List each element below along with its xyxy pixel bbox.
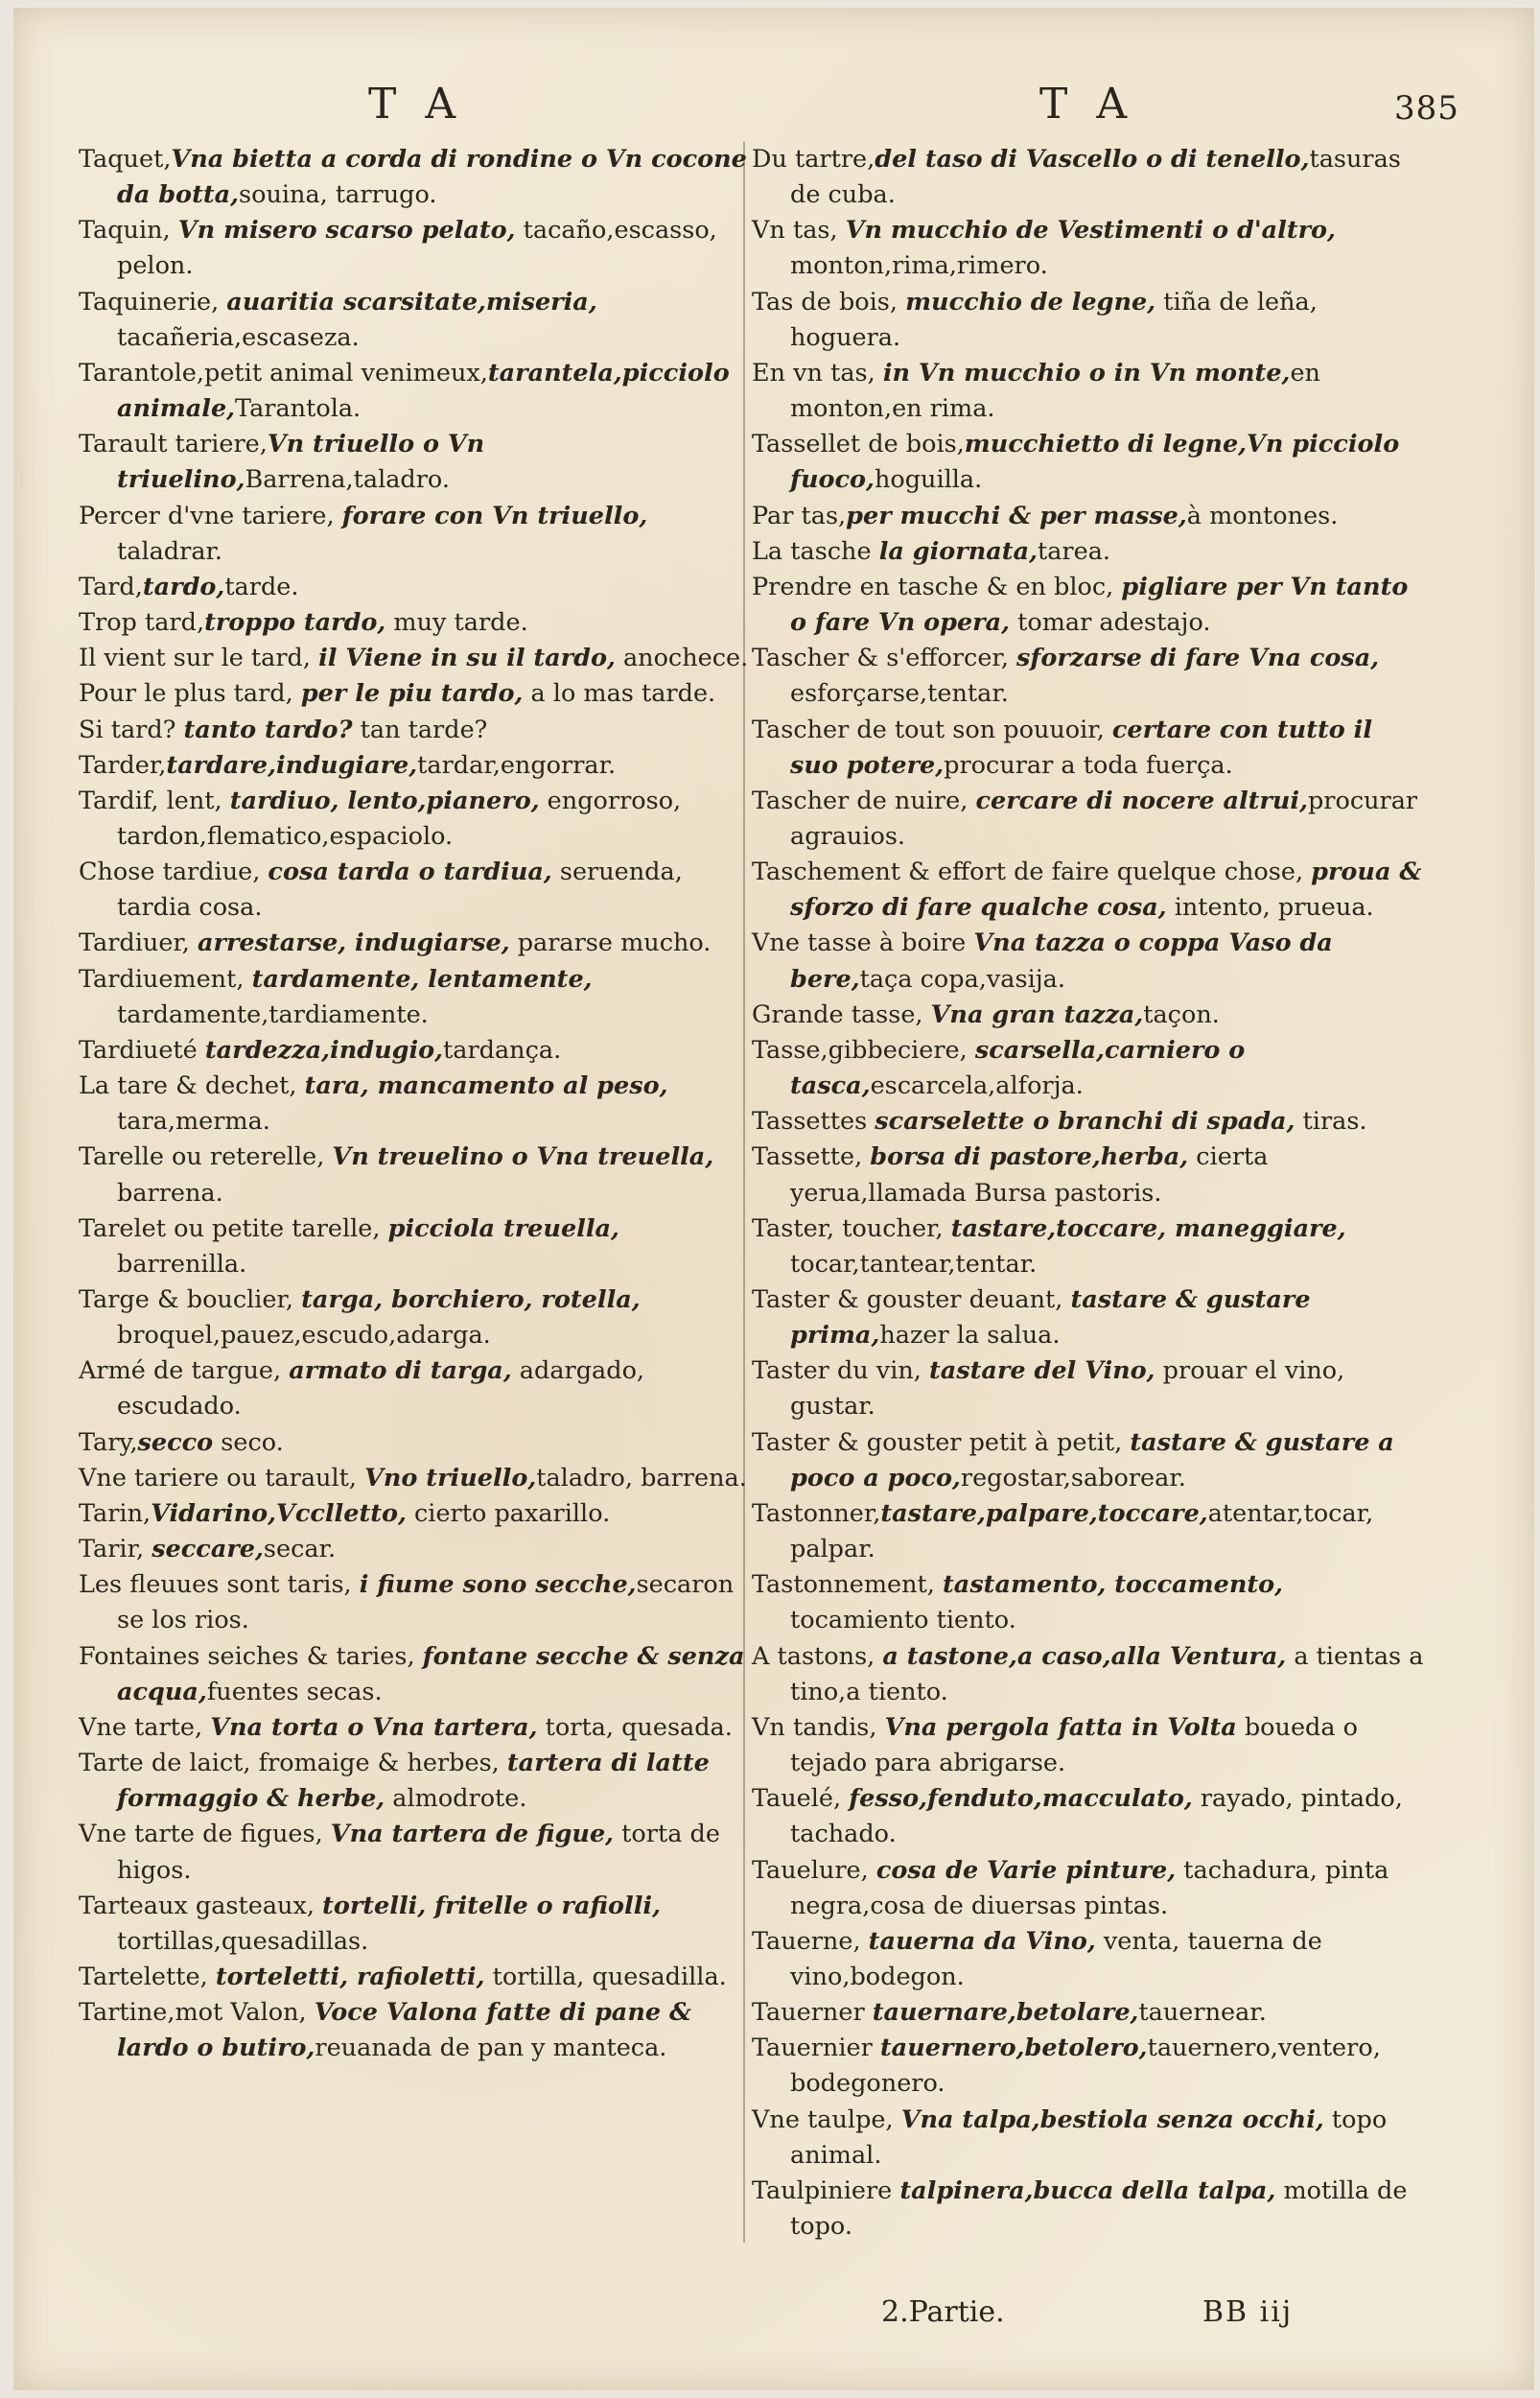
- header-left: T A: [368, 80, 464, 129]
- italian-translation: tartera di latte formaggio & herbe,: [117, 1749, 710, 1814]
- spanish-translation: taladro, barrena.: [536, 1463, 747, 1493]
- dictionary-entry: [752, 1853, 1428, 1924]
- french-term: Tartine,mot Valon,: [79, 1998, 315, 2028]
- french-term: Tassette,: [752, 1142, 871, 1172]
- dictionary-entry: [752, 570, 1428, 641]
- spanish-translation: tacaño,escasso, pelon.: [117, 216, 717, 281]
- french-term: Tardiuement,: [79, 964, 252, 994]
- italian-translation: Vna tartera de figue,: [330, 1820, 615, 1849]
- french-term: Vne taulpe,: [752, 2104, 901, 2134]
- spanish-translation: tardança.: [443, 1035, 562, 1065]
- spanish-translation: tarea.: [1037, 536, 1111, 566]
- italian-translation: fontane secche & senza acqua,: [117, 1641, 745, 1706]
- dictionary-entry: [752, 2174, 1428, 2245]
- italian-translation: per le piu tardo,: [300, 679, 524, 709]
- dictionary-entry: [79, 356, 755, 427]
- french-term: Si tard?: [79, 715, 184, 744]
- spanish-translation: esforçarse,tentar.: [790, 679, 1009, 709]
- dictionary-entry: [752, 1496, 1428, 1567]
- italian-translation: Vna torta o Vna tartera,: [210, 1712, 538, 1742]
- french-term: Tasse,gibbeciere,: [752, 1035, 975, 1065]
- french-term: Tarteaux gasteaux,: [79, 1891, 323, 1920]
- dictionary-entry: [79, 1817, 755, 1888]
- italian-translation: Voce Valona fatte di pane & lardo o butiro,: [117, 1998, 691, 2063]
- dictionary-entry: [752, 784, 1428, 855]
- french-term: Tarelle ou reterelle,: [79, 1142, 333, 1172]
- french-term: Tastonner,: [752, 1498, 881, 1528]
- italian-translation: tarantela,picciolo animale,: [117, 358, 730, 424]
- french-term: Vne tarte de figues,: [79, 1820, 331, 1849]
- spanish-translation: Tarantola.: [235, 394, 362, 424]
- dictionary-entry: [79, 962, 755, 1033]
- italian-translation: tardare,indugiare,: [166, 750, 418, 780]
- italian-translation: tastare,toccare, maneggiare,: [950, 1213, 1346, 1243]
- italian-translation: targa, borchiero, rotella,: [301, 1285, 641, 1314]
- italian-translation: Vn triuello o Vn triuelino,: [117, 430, 485, 495]
- dictionary-entry: [752, 1211, 1428, 1282]
- italian-translation: forare con Vn triuello,: [341, 501, 648, 530]
- italian-translation: i fiume sono secche,: [359, 1570, 637, 1600]
- dictionary-entry: [79, 285, 755, 356]
- dictionary-entry: [752, 1282, 1428, 1353]
- dictionary-entry: [79, 784, 755, 855]
- dictionary-entry: [79, 427, 755, 498]
- french-term: Tauerne,: [752, 1926, 869, 1956]
- spanish-translation: tocamiento tiento.: [790, 1606, 1016, 1635]
- italian-translation: tauernero,betolero,: [879, 2034, 1148, 2063]
- french-term: Tassellet de bois,: [752, 430, 965, 459]
- dictionary-entry: [79, 1282, 755, 1353]
- footer-part: 2.Partie.: [881, 2295, 1005, 2329]
- spanish-translation: pararse mucho.: [509, 929, 712, 958]
- spanish-translation: souina, tarrugo.: [239, 180, 437, 210]
- french-term: Taulpiniere: [752, 2175, 900, 2205]
- french-term: Taster, toucher,: [752, 1213, 951, 1243]
- italian-translation: troppo tardo,: [204, 608, 386, 638]
- italian-translation: auaritia scarsitate,miseria,: [226, 287, 597, 317]
- dictionary-entry: [79, 1425, 755, 1461]
- spanish-translation: engorroso, tardon,flematico,espaciolo.: [117, 786, 682, 851]
- french-term: Tauernier: [752, 2034, 880, 2063]
- spanish-translation: a lo mas tarde.: [523, 679, 716, 709]
- french-term: Taquinerie,: [79, 287, 227, 317]
- italian-translation: seccare,: [152, 1535, 264, 1564]
- dictionary-entry: [79, 1995, 755, 2066]
- dictionary-entry: [752, 534, 1428, 570]
- spanish-translation: reuanada de pan y manteca.: [315, 2034, 667, 2063]
- dictionary-entry: [752, 926, 1428, 997]
- french-term: Vn tas,: [752, 216, 846, 246]
- french-term: La tare & dechet,: [79, 1071, 305, 1101]
- italian-translation: tara, mancamento al peso,: [304, 1071, 668, 1101]
- french-term: Tarder,: [79, 750, 167, 780]
- italian-translation: cercare di nocere altrui,: [975, 786, 1308, 815]
- dictionary-entry: [79, 499, 755, 570]
- dictionary-entry: [79, 1567, 755, 1638]
- dictionary-entry: [79, 1532, 755, 1567]
- spanish-translation: anochece.: [615, 644, 749, 673]
- italian-translation: tardiuo, lento,pianero,: [229, 786, 540, 815]
- dictionary-entry: [79, 1496, 755, 1532]
- dictionary-entry: [752, 1033, 1428, 1104]
- italian-translation: tastamento, toccamento,: [943, 1570, 1284, 1600]
- dictionary-entry: [79, 1710, 755, 1746]
- dictionary-entry: [752, 1425, 1428, 1496]
- french-term: Taster & gouster deuant,: [752, 1285, 1071, 1314]
- spanish-translation: fuentes secas.: [206, 1677, 383, 1706]
- dictionary-entry: [752, 1710, 1428, 1781]
- spanish-translation: en monton,en rima.: [790, 358, 1320, 424]
- spanish-translation: taça copa,vasija.: [859, 964, 1065, 994]
- dictionary-entry: [752, 427, 1428, 498]
- spanish-translation: tiña de leña, hoguera.: [790, 287, 1318, 352]
- italian-translation: Vna gran tazza,: [930, 999, 1144, 1029]
- italian-translation: pigliare per Vn tanto o fare Vn opera,: [790, 572, 1409, 638]
- italian-translation: tardezza,indugio,: [204, 1035, 444, 1065]
- french-term: Tauelé,: [752, 1784, 850, 1814]
- dictionary-entry: [752, 998, 1428, 1033]
- italian-translation: Vna tazza o coppa Vaso da bere,: [790, 929, 1333, 994]
- spanish-translation: hoguilla.: [874, 465, 983, 495]
- dictionary-entry: [752, 213, 1428, 284]
- italian-translation: tardo,: [142, 572, 225, 601]
- french-term: A tastons,: [752, 1641, 883, 1671]
- left-column: [79, 142, 755, 2066]
- spanish-translation: regostar,saborear.: [960, 1463, 1186, 1493]
- italian-translation: Vidarino,Vcclletto,: [151, 1498, 407, 1528]
- french-term: Grande tasse,: [752, 999, 931, 1029]
- spanish-translation: tardamente,tardiamente.: [117, 999, 429, 1029]
- spanish-translation: tarde.: [224, 572, 299, 601]
- dictionary-entry: [79, 1033, 755, 1069]
- spanish-translation: tasuras de cuba.: [790, 145, 1401, 210]
- french-term: Tascher de nuire,: [752, 786, 976, 815]
- french-term: Tardiueté: [79, 1035, 205, 1065]
- french-term: Chose tardiue,: [79, 858, 268, 887]
- french-term: Targe & bouclier,: [79, 1285, 302, 1314]
- dictionary-entry: [752, 2031, 1428, 2102]
- italian-translation: secco: [137, 1427, 214, 1457]
- spanish-translation: tortillas,quesadillas.: [117, 1926, 369, 1956]
- dictionary-entry: [79, 605, 755, 641]
- dictionary-entry: [752, 1995, 1428, 2031]
- french-term: Tastonnement,: [752, 1570, 944, 1600]
- dictionary-entry: [79, 748, 755, 784]
- italian-translation: armato di targa,: [289, 1356, 512, 1386]
- italian-translation: del taso di Vascello o di tenello,: [875, 145, 1310, 174]
- spanish-translation: taladrar.: [117, 536, 223, 566]
- french-term: Tardiuer,: [79, 929, 198, 958]
- dictionary-entry: [79, 1211, 755, 1282]
- dictionary-page: [13, 8, 1534, 2390]
- italian-translation: cosa de Varie pinture,: [875, 1855, 1177, 1885]
- french-term: Tascher & s'efforcer,: [752, 644, 1017, 673]
- dictionary-entry: [752, 1353, 1428, 1424]
- italian-translation: certare con tutto il suo potere,: [790, 715, 1373, 780]
- italian-translation: tanto tardo?: [183, 715, 353, 744]
- dictionary-entry: [79, 676, 755, 712]
- spanish-translation: seruenda, tardia cosa.: [117, 858, 683, 923]
- french-term: Les fleuues sont taris,: [79, 1570, 360, 1600]
- dictionary-entry: [752, 1140, 1428, 1211]
- dictionary-entry: [752, 1567, 1428, 1638]
- french-term: Taster du vin,: [752, 1356, 929, 1386]
- italian-translation: scarselette o branchi di spada,: [875, 1107, 1295, 1137]
- dictionary-entry: [752, 855, 1428, 926]
- dictionary-entry: [752, 1924, 1428, 1995]
- french-term: Percer d'vne tariere,: [79, 501, 342, 530]
- french-term: Taster & gouster petit à petit,: [752, 1427, 1131, 1457]
- spanish-translation: tardar,engorrar.: [417, 750, 617, 780]
- page-number: 385: [1394, 89, 1459, 128]
- spanish-translation: intento, prueua.: [1166, 893, 1374, 923]
- italian-translation: tastare del Vino,: [929, 1356, 1155, 1386]
- french-term: Par tas,: [752, 501, 847, 530]
- dictionary-entry: [79, 570, 755, 605]
- french-term: Il vient sur le tard,: [79, 644, 319, 673]
- signature-mark: BB iij: [1202, 2295, 1294, 2329]
- italian-translation: picciola treuella,: [387, 1213, 619, 1243]
- french-term: Tardif, lent,: [79, 786, 230, 815]
- french-term: Armé de targue,: [79, 1356, 290, 1386]
- italian-translation: Vn mucchio de Vestimenti o d'altro,: [845, 216, 1336, 246]
- french-term: Tartelette,: [79, 1962, 216, 1991]
- italian-translation: torteletti, rafioletti,: [215, 1962, 485, 1991]
- dictionary-entry: [79, 926, 755, 961]
- italian-translation: Vno triuello,: [364, 1463, 537, 1493]
- spanish-translation: secaron se los rios.: [117, 1570, 735, 1635]
- italian-translation: mucchio de legne,: [905, 287, 1156, 317]
- spanish-translation: procurar agrauios.: [790, 786, 1418, 851]
- dictionary-entry: [752, 285, 1428, 356]
- spanish-translation: secar.: [263, 1535, 337, 1564]
- dictionary-entry: [79, 1140, 755, 1211]
- dictionary-entry: [79, 1746, 755, 1817]
- italian-translation: la giornata,: [878, 536, 1038, 566]
- dictionary-entry: [79, 1639, 755, 1710]
- italian-translation: Vn treuelino o Vna treuella,: [332, 1142, 714, 1172]
- italian-translation: tastare & gustare prima,: [790, 1285, 1311, 1351]
- french-term: Prendre en tasche & en bloc,: [752, 572, 1122, 601]
- italian-translation: talpinera,bucca della talpa,: [899, 2175, 1276, 2205]
- italian-translation: tauerna da Vino,: [868, 1926, 1096, 1956]
- french-term: Tary,: [79, 1427, 138, 1457]
- spanish-translation: barrenilla.: [117, 1249, 247, 1279]
- dictionary-entry: [79, 142, 755, 213]
- spanish-translation: tauernero,ventero, bodegonero.: [790, 2034, 1381, 2099]
- dictionary-entry: [79, 713, 755, 748]
- french-term: Vne tariere ou tarault,: [79, 1463, 365, 1493]
- dictionary-entry: [79, 1889, 755, 1960]
- dictionary-entry: [752, 1639, 1428, 1710]
- spanish-translation: tan tarde?: [352, 715, 488, 744]
- italian-translation: fesso,fenduto,macculato,: [849, 1784, 1193, 1814]
- spanish-translation: tocar,tantear,tentar.: [790, 1249, 1038, 1279]
- italian-translation: tastare & gustare a poco a poco,: [790, 1427, 1394, 1493]
- french-term: Taquin,: [79, 216, 178, 246]
- french-term: Tarin,: [79, 1498, 152, 1528]
- french-term: En vn tas,: [752, 358, 883, 388]
- spanish-translation: broquel,pauez,escudo,adarga.: [117, 1321, 491, 1351]
- spanish-translation: almodrote.: [385, 1784, 527, 1814]
- spanish-translation: adargado, escudado.: [117, 1356, 645, 1422]
- italian-translation: tardamente, lentamente,: [251, 964, 593, 994]
- french-term: Tarantole,petit animal venimeux,: [79, 358, 488, 388]
- spanish-translation: cierta yerua,llamada Bursa pastoris.: [790, 1142, 1269, 1208]
- italian-translation: tortelli, fritelle o rafiolli,: [322, 1891, 661, 1920]
- spanish-translation: atentar,tocar, palpar.: [790, 1498, 1374, 1564]
- italian-translation: a tastone,a caso,alla Ventura,: [882, 1641, 1287, 1671]
- spanish-translation: monton,rima,rimero.: [790, 251, 1048, 281]
- french-term: Pour le plus tard,: [79, 679, 301, 709]
- spanish-translation: torta de higos.: [117, 1820, 720, 1885]
- french-term: Tarelet ou petite tarelle,: [79, 1213, 388, 1243]
- spanish-translation: tortilla, quesadilla.: [484, 1962, 727, 1991]
- spanish-translation: cierto paxarillo.: [406, 1498, 611, 1528]
- spanish-translation: torta, quesada.: [537, 1712, 733, 1742]
- french-term: Tauelure,: [752, 1855, 876, 1885]
- dictionary-entry: [79, 641, 755, 676]
- right-column: [752, 142, 1428, 2245]
- french-term: Tarte de laict, fromaige & herbes,: [79, 1749, 507, 1778]
- french-term: La tasche: [752, 536, 879, 566]
- spanish-translation: procurar a toda fuerça.: [944, 750, 1233, 780]
- italian-translation: tauernare,betolare,: [872, 1998, 1139, 2028]
- french-term: Vn tandis,: [752, 1712, 885, 1742]
- french-term: Tarault tariere,: [79, 430, 268, 459]
- dictionary-entry: [752, 142, 1428, 213]
- french-term: Tard,: [79, 572, 143, 601]
- dictionary-entry: [79, 1960, 755, 1995]
- column-rule: [743, 142, 745, 2243]
- dictionary-entry: [752, 356, 1428, 427]
- french-term: Trop tard,: [79, 608, 205, 638]
- dictionary-entry: [752, 2103, 1428, 2174]
- italian-translation: Vn misero scarso pelato,: [177, 216, 516, 246]
- dictionary-entry: [752, 641, 1428, 712]
- spanish-translation: tacañeria,escaseza.: [117, 322, 360, 352]
- italian-translation: tastare,palpare,toccare,: [880, 1498, 1208, 1528]
- italian-translation: borsa di pastore,herba,: [870, 1142, 1189, 1172]
- italian-translation: Vna pergola fatta in Volta: [884, 1712, 1237, 1742]
- french-term: Tascher de tout son pouuoir,: [752, 715, 1112, 744]
- french-term: Tarir,: [79, 1535, 152, 1564]
- italian-translation: Vna bietta a corda di rondine o Vn cocone da botta,: [117, 145, 747, 210]
- spanish-translation: hazer la salua.: [879, 1321, 1061, 1351]
- header-right: T A: [1039, 80, 1135, 129]
- dictionary-entry: [79, 1353, 755, 1424]
- french-term: Vne tarte,: [79, 1712, 211, 1742]
- italian-translation: Vna talpa,bestiola senza occhi,: [900, 2104, 1324, 2134]
- french-term: Tassettes: [752, 1107, 875, 1137]
- dictionary-entry: [752, 1781, 1428, 1852]
- french-term: Du tartre,: [752, 145, 875, 174]
- french-term: Vne tasse à boire: [752, 929, 974, 958]
- spanish-translation: tauernear.: [1138, 1998, 1267, 2028]
- spanish-translation: prouar el vino, gustar.: [790, 1356, 1345, 1422]
- spanish-translation: escarcela,alforja.: [870, 1071, 1084, 1101]
- spanish-translation: tachadura, pinta negra,cosa de diuersas pintas.: [790, 1855, 1389, 1920]
- spanish-translation: rayado, pintado, tachado.: [790, 1784, 1403, 1849]
- spanish-translation: topo animal.: [790, 2104, 1388, 2170]
- running-header: [13, 80, 1534, 137]
- italian-translation: scarsella,carniero o tasca,: [790, 1035, 1246, 1101]
- spanish-translation: à montones.: [1186, 501, 1339, 530]
- spanish-translation: Barrena,taladro.: [245, 465, 450, 495]
- spanish-translation: boueda o tejado para abrigarse.: [790, 1712, 1359, 1778]
- spanish-translation: tiras.: [1295, 1107, 1367, 1137]
- spanish-translation: seco.: [213, 1427, 284, 1457]
- spanish-translation: tara,merma.: [117, 1107, 270, 1137]
- french-term: Taschement & effort de faire quelque chose,: [752, 858, 1312, 887]
- italian-translation: sforzarse di fare Vna cosa,: [1016, 644, 1380, 673]
- spanish-translation: barrena.: [117, 1178, 223, 1208]
- italian-translation: cosa tarda o tardiua,: [268, 858, 552, 887]
- dictionary-entry: [79, 1069, 755, 1140]
- dictionary-entry: [79, 1461, 755, 1496]
- french-term: Tauerner: [752, 1998, 873, 2028]
- dictionary-entry: [752, 499, 1428, 534]
- spanish-translation: tomar adestajo.: [1010, 608, 1211, 638]
- spanish-translation: a tientas a tino,a tiento.: [790, 1641, 1424, 1706]
- dictionary-entry: [79, 855, 755, 926]
- italian-translation: arrestarse, indugiarse,: [198, 929, 510, 958]
- italian-translation: in Vn mucchio o in Vn monte,: [882, 358, 1291, 388]
- spanish-translation: muy tarde.: [385, 608, 528, 638]
- italian-translation: mucchietto di legne,Vn picciolo fuoco,: [790, 430, 1400, 495]
- spanish-translation: venta, tauerna de vino,bodegon.: [790, 1926, 1322, 1991]
- italian-translation: per mucchi & per masse,: [846, 501, 1187, 530]
- dictionary-entry: [752, 713, 1428, 784]
- french-term: Tas de bois,: [752, 287, 906, 317]
- italian-translation: il Viene in su il tardo,: [318, 644, 616, 673]
- italian-translation: proua & sforzo di fare qualche cosa,: [790, 858, 1422, 923]
- dictionary-entry: [752, 1104, 1428, 1140]
- french-term: Taquet,: [79, 145, 172, 174]
- dictionary-entry: [79, 213, 755, 284]
- spanish-translation: motilla de topo.: [790, 2175, 1408, 2242]
- spanish-translation: taçon.: [1143, 999, 1220, 1029]
- french-term: Fontaines seiches & taries,: [79, 1641, 423, 1671]
